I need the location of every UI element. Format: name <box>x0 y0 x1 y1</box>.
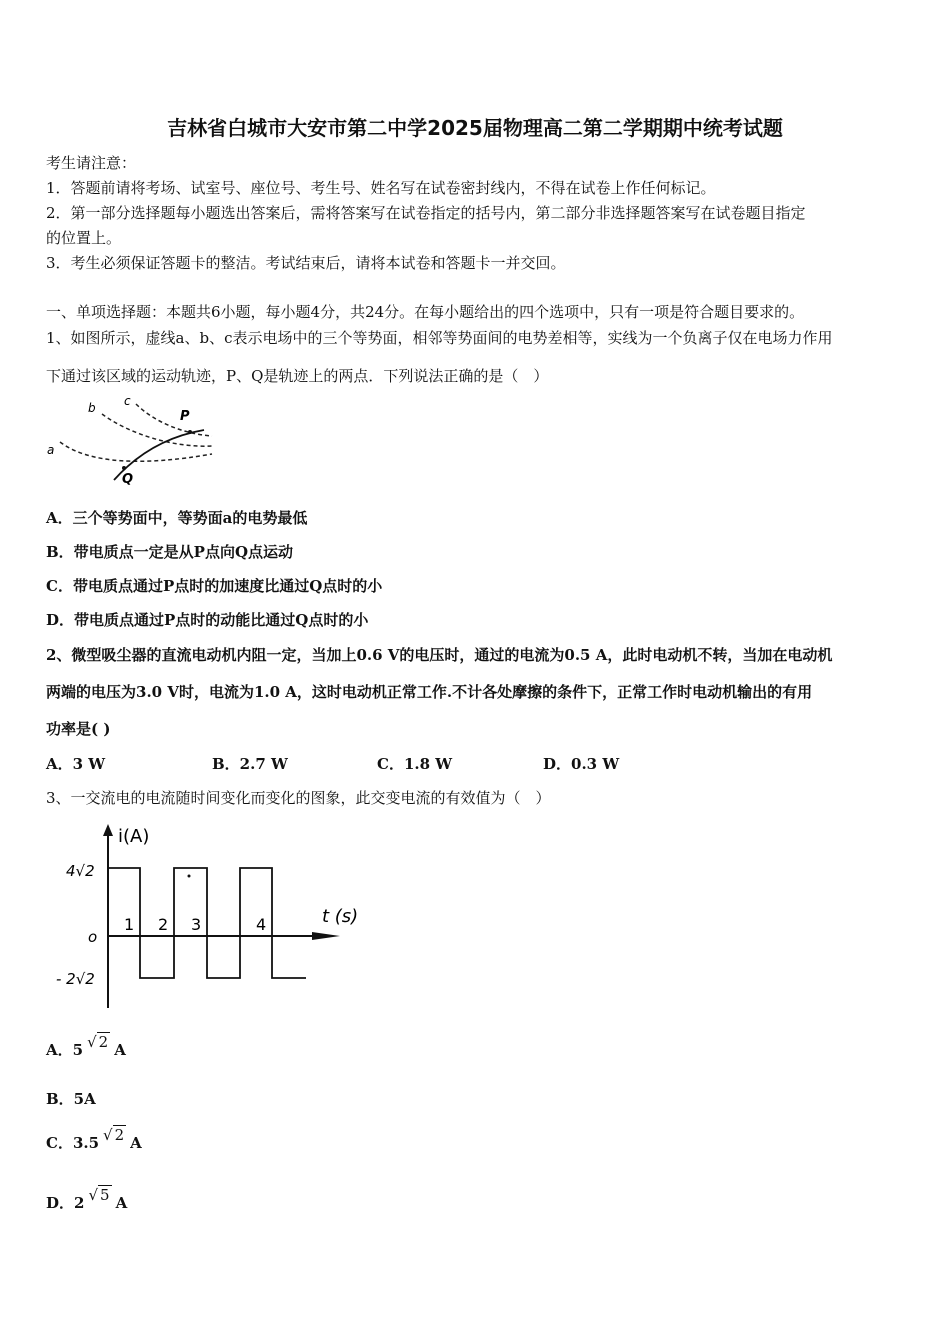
q1-stem-line1: 1、如图所示，虚线a、b、c表示电场中的三个等势面，相邻等势面间的电势差相等，实线为一个负离子仅在电场力作用 <box>46 329 833 347</box>
q2-stem-line1: 2、微型吸尘器的直流电动机内阻一定，当加上0.6 V的电压时，通过的电流为0.5 A，此时电动机不转，当加在电动机 <box>46 646 833 664</box>
label-q: Q <box>122 472 134 486</box>
x-axis-label: t (s) <box>322 906 359 927</box>
q3-option-d-radicand: 5 <box>100 1186 110 1204</box>
q1-stem-line2: 下通过该区域的运动轨迹，P、Q是轨迹上的两点．下列说法正确的是（ ） <box>46 367 549 385</box>
q3-option-d-unit: A <box>115 1194 128 1212</box>
page-title: 吉林省白城市大安市第二中学2025届物理高二第二学期期中统考试题 <box>167 116 783 140</box>
notice-heading: 考生请注意： <box>46 154 137 172</box>
tick-3: 3 <box>191 915 202 934</box>
q2-stem-line2: 两端的电压为3.0 V时，电流为1.0 A，这时电动机正常工作.不计各处摩擦的条件下，正常工作时电动机输出的有用 <box>46 683 813 701</box>
q3-option-c-radicand: 2 <box>114 1126 125 1144</box>
q1-option-b: B．带电质点一定是从P点向Q点运动 <box>46 543 294 561</box>
q3-option-d-prefix: D．2 <box>46 1194 85 1212</box>
sqrt-symbol: √ 5 <box>88 1186 110 1204</box>
notice-item-3: 3．考生必须保证答题卡的整洁。考试结束后，请将本试卷和答题卡一并交回。 <box>46 254 566 272</box>
q3-option-b <box>46 1088 96 1109</box>
q3-option-a-radicand: 2 <box>98 1033 109 1051</box>
point-q <box>122 466 126 470</box>
q3-current-graph <box>50 822 390 1014</box>
q3-option-d <box>46 1185 127 1213</box>
q2-option-a: A．3 W <box>46 755 106 773</box>
q2-stem-line3: 功率是( ) <box>46 720 111 738</box>
label-p: P <box>180 409 190 424</box>
q3-option-a <box>46 1032 126 1060</box>
notice-item-2: 2．第一部分选择题每小题选出答案后，需将答案写在试卷指定的括号内，第二部分非选择题答案写在试卷题目指定 <box>46 204 806 222</box>
q3-option-c-prefix: C．3.5 <box>46 1134 100 1152</box>
tick-4: 4 <box>256 915 267 934</box>
y-axis-arrow <box>103 824 113 836</box>
q1-option-d: D．带电质点通过P点时的动能比通过Q点时的小 <box>46 611 369 629</box>
notice-item-2-cont: 的位置上。 <box>46 229 122 247</box>
q2-option-c: C．1.8 W <box>377 755 453 773</box>
q2-option-d: D．0.3 W <box>543 755 620 773</box>
label-b: b <box>88 401 96 415</box>
y-top-label: 4√2 <box>66 862 95 880</box>
q3-stem: 3、一交流电的电流随时间变化而变化的图象，此交变电流的有效值为（ ） <box>46 789 551 807</box>
y-axis-label: i(A) <box>118 826 150 847</box>
label-c: c <box>124 394 131 408</box>
y-bottom-label: - 2√2 <box>56 970 95 988</box>
label-a: a <box>47 443 55 457</box>
section-heading: 一、单项选择题：本题共6小题，每小题4分，共24分。在每小题给出的四个选项中，只有一项是符合题目要求的。 <box>46 303 805 321</box>
q3-option-c <box>46 1125 142 1153</box>
sqrt-symbol: √ 2 <box>87 1033 109 1051</box>
origin-label: o <box>88 928 98 946</box>
q2-option-b: B．2.7 W <box>212 755 288 773</box>
equipotential-b <box>102 414 212 446</box>
q1-equipotential-figure <box>44 392 224 486</box>
point-p <box>188 430 192 434</box>
q1-option-c: C．带电质点通过P点时的加速度比通过Q点时的小 <box>46 577 383 595</box>
tick-2: 2 <box>158 915 169 934</box>
tick-1: 1 <box>124 915 135 934</box>
q3-option-a-prefix: A．5 <box>46 1041 84 1059</box>
q1-option-a: A．三个等势面中，等势面a的电势最低 <box>46 509 308 527</box>
notice-item-1: 1．答题前请将考场、试室号、座位号、考生号、姓名写在试卷密封线内，不得在试卷上作任何标记。 <box>46 179 716 197</box>
sqrt-symbol: √ 2 <box>103 1126 125 1144</box>
waveform-dot <box>188 875 191 878</box>
q3-option-b-text: B．5A <box>46 1090 96 1108</box>
q3-option-a-unit: A <box>114 1041 126 1059</box>
x-axis-arrow <box>312 932 340 940</box>
waveform <box>108 868 306 978</box>
q3-option-c-unit: A <box>130 1134 142 1152</box>
